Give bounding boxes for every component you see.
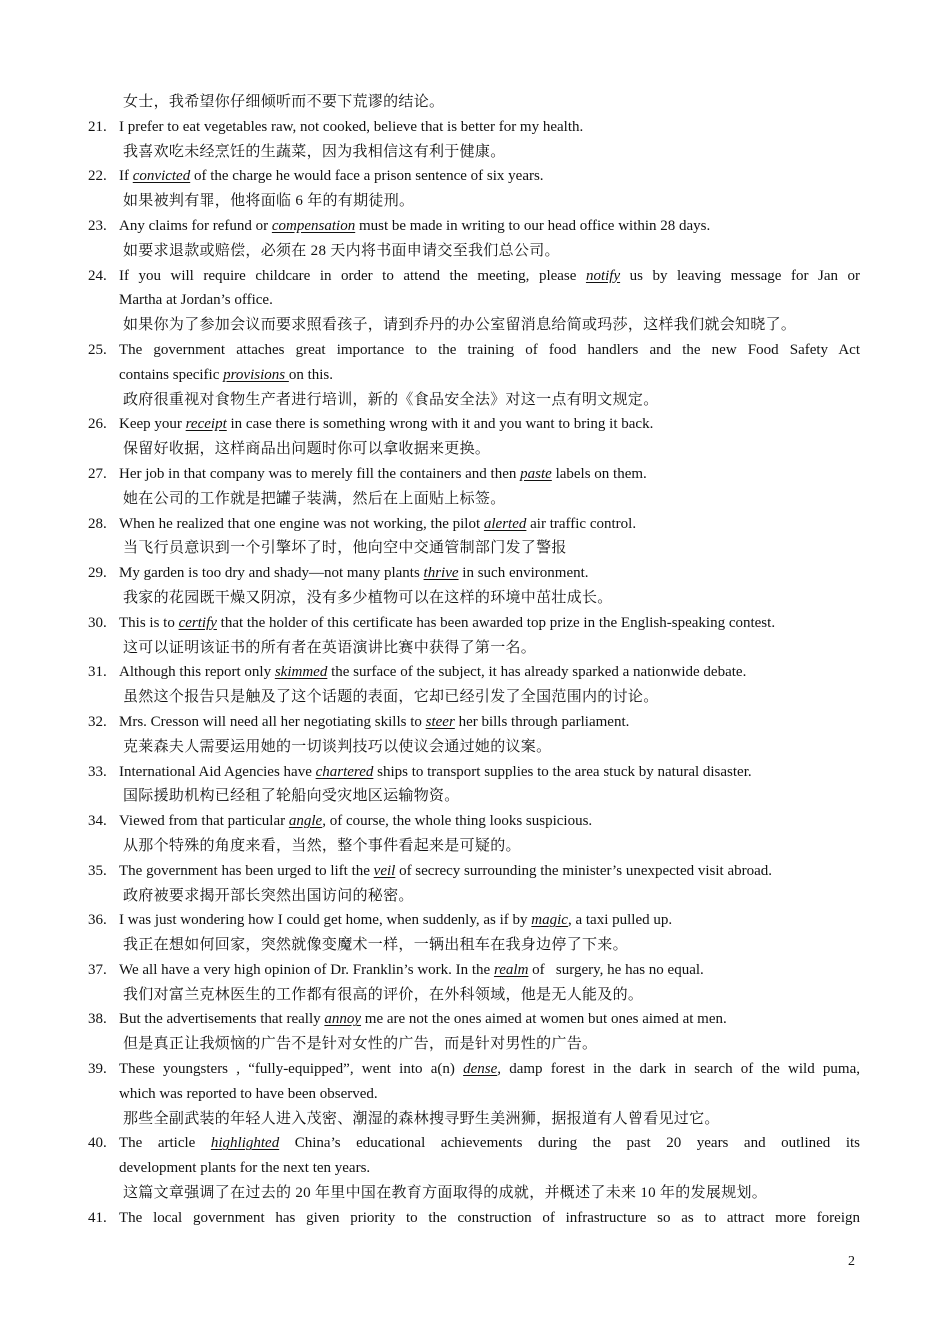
- translation: 我们对富兰克林医生的工作都有很高的评价，在外科领域，他是无人能及的。: [123, 986, 644, 1003]
- list-item: 32. Mrs. Cresson will need all her negotiating skills to steer her bills through parliament.: [88, 713, 630, 730]
- translation: 我正在想如何回家，突然就像变魔术一样，一辆出租车在我身边停了下来。: [123, 937, 628, 954]
- translation: 这篇文章强调了在过去的 20 年里中国在教育方面取得的成就，并概述了未来 10 年的发展规划。: [123, 1185, 768, 1202]
- translation: 我家的花园既干燥又阴凉，没有多少植物可以在这样的环境中茁壮成长。: [123, 589, 613, 606]
- translation: 如要求退款或赔偿，必须在 28 天内将书面申请交至我们总公司。: [123, 242, 560, 259]
- keyword: veil: [373, 862, 396, 879]
- keyword: steer: [425, 713, 455, 730]
- list-item: 35. The government has been urged to lift the veil of secrecy surrounding the minister’s unexpected visit abroad.: [88, 862, 773, 879]
- keyword: provisions: [223, 366, 289, 383]
- list-item-continuation: Martha at Jordan’s office.: [119, 292, 273, 309]
- translation: 如果你为了参加会议而要求照看孩子，请到乔丹的办公室留消息给简或玛莎，这样我们就会知晓了。: [123, 317, 797, 334]
- list-item: 24. If you will require childcare in order to attend the meeting, please notify us by leaving message for Jan or: [88, 267, 860, 284]
- keyword: highlighted: [210, 1135, 280, 1152]
- list-item: 30. This is to certify that the holder of this certificate has been awarded top prize in the English-speaking contest.: [88, 614, 776, 631]
- translation: 保留好收据，这样商品出问题时你可以拿收据来更换。: [123, 441, 491, 458]
- translation: 从那个特殊的角度来看，当然，整个事件看起来是可疑的。: [123, 837, 521, 854]
- list-item-continuation: which was reported to have been observed.: [119, 1085, 378, 1102]
- translation: 我喜欢吃未经烹饪的生蔬菜，因为我相信这有利于健康。: [123, 143, 506, 160]
- keyword: chartered: [315, 763, 374, 780]
- keyword: annoy: [324, 1011, 362, 1028]
- keyword: magic: [531, 912, 568, 929]
- page-number: 2: [848, 1254, 855, 1269]
- translation: 国际援助机构已经租了轮船向受灾地区运输物资。: [123, 788, 460, 805]
- list-item: 23. Any claims for refund or compensation must be made in writing to our head office within 28 days.: [88, 217, 711, 234]
- translation: 政府很重视对食物生产者进行培训，新的《食品安全法》对这一点有明文规定。: [123, 391, 659, 408]
- list-item: 27. Her job in that company was to merely fill the containers and then paste labels on them.: [88, 465, 647, 482]
- list-item: 41. The local government has given priority to the construction of infrastructure so as to attract more foreign: [88, 1209, 860, 1226]
- sentence-list: [88, 90, 860, 1231]
- list-item-continuation: contains specific provisions on this.: [119, 366, 334, 383]
- keyword: angle: [288, 813, 323, 830]
- list-item: 39. These youngsters , “fully-equipped”, went into a(n) dense, damp forest in the dark in search of the wild puma,: [88, 1061, 860, 1078]
- keyword: paste: [520, 465, 552, 482]
- keyword: notify: [585, 267, 621, 284]
- list-item: 31. Although this report only skimmed the surface of the subject, it has already sparked a nationwide debate.: [88, 664, 747, 681]
- list-item: 25. The government attaches great importance to the training of food handlers and the new Food Safety Act: [88, 341, 860, 358]
- keyword: alerted: [483, 515, 527, 532]
- keyword: realm: [493, 961, 529, 978]
- list-item: 22. If convicted of the charge he would face a prison sentence of six years.: [88, 168, 544, 185]
- keyword: certify: [178, 614, 217, 631]
- list-item: 26. Keep your receipt in case there is something wrong with it and you want to bring it back.: [88, 416, 654, 433]
- list-item: 34. Viewed from that particular angle, of course, the whole thing looks suspicious.: [88, 813, 593, 830]
- list-item: 36. I was just wondering how I could get home, when suddenly, as if by magic, a taxi pulled up.: [88, 912, 673, 929]
- translation: 虽然这个报告只是触及了这个话题的表面，它却已经引发了全国范围内的讨论。: [123, 689, 659, 706]
- keyword: convicted: [132, 168, 191, 185]
- translation: 但是真正让我烦恼的广告不是针对女性的广告，而是针对男性的广告。: [123, 1036, 598, 1053]
- translation: 政府被要求揭开部长突然出国访问的秘密。: [123, 887, 414, 904]
- keyword: skimmed: [274, 664, 328, 681]
- list-item: 29. My garden is too dry and shady—not many plants thrive in such environment.: [88, 565, 589, 582]
- list-item: 21. I prefer to eat vegetables raw, not cooked, believe that is better for my health.: [88, 118, 584, 135]
- keyword: thrive: [423, 565, 459, 582]
- translation: 这可以证明该证书的所有者在英语演讲比赛中获得了第一名。: [123, 639, 537, 656]
- intro-translation: 女士，我希望你仔细倾听而不要下荒谬的结论。: [123, 94, 445, 110]
- list-item: 37. We all have a very high opinion of Dr. Franklin’s work. In the realm of surgery, he has no equal.: [88, 961, 704, 978]
- keyword: receipt: [185, 416, 227, 433]
- list-item: 28. When he realized that one engine was not working, the pilot alerted air traffic control.: [88, 515, 637, 532]
- keyword: compensation: [271, 217, 356, 234]
- translation: 如果被判有罪，他将面临 6 年的有期徒刑。: [123, 193, 415, 210]
- translation: 那些全副武装的年轻人进入茂密、潮湿的森林搜寻野生美洲狮，据报道有人曾看见过它。: [123, 1110, 720, 1127]
- keyword: dense: [463, 1061, 498, 1078]
- translation: 她在公司的工作就是把罐子装满，然后在上面贴上标签。: [123, 490, 506, 507]
- list-item: 40. The article highlighted China’s educational achievements during the past 20 years and outlined its: [88, 1135, 860, 1152]
- translation: 克莱森夫人需要运用她的一切谈判技巧以使议会通过她的议案。: [123, 738, 552, 755]
- translation: 当飞行员意识到一个引擎坏了时，他向空中交通管制部门发了警报: [123, 540, 567, 557]
- list-item-continuation: development plants for the next ten years.: [119, 1160, 371, 1177]
- list-item: 38. But the advertisements that really annoy me are not the ones aimed at women but ones aimed at men.: [88, 1011, 727, 1028]
- list-item: 33. International Aid Agencies have chartered ships to transport supplies to the area stuck by natural disaster.: [88, 763, 752, 780]
